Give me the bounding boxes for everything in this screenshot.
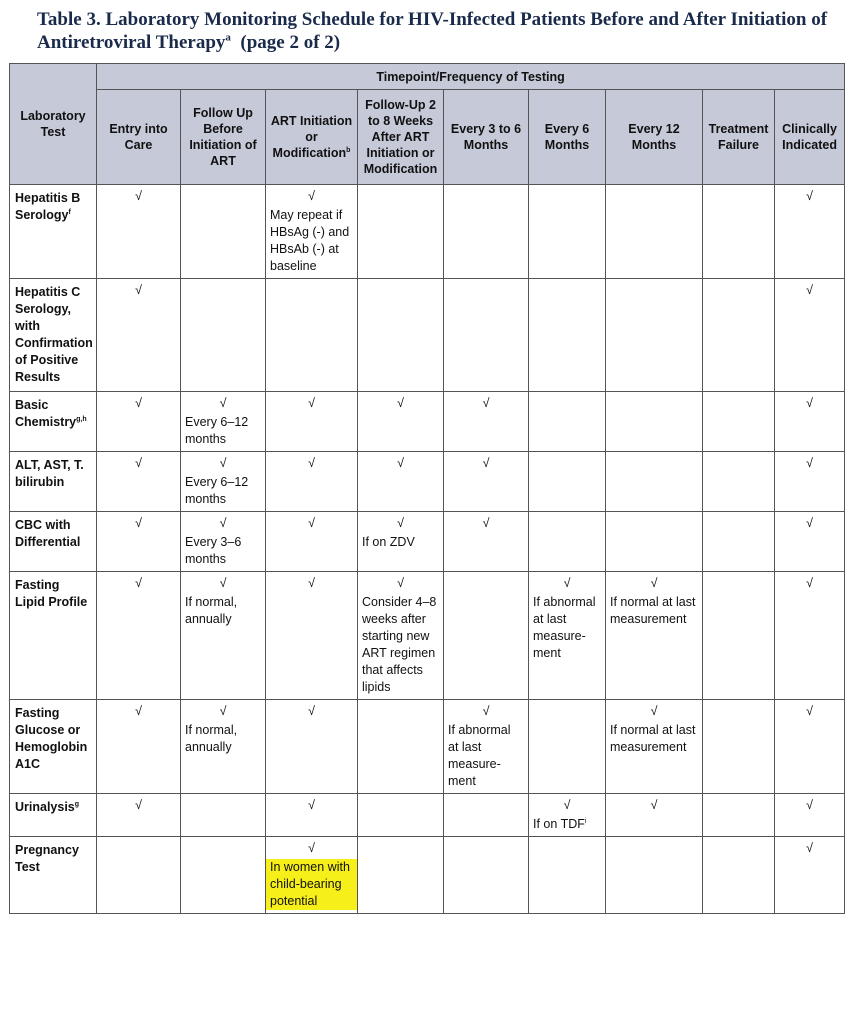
check-mark: √ — [308, 841, 315, 855]
schedule-cell — [181, 700, 266, 794]
schedule-cell — [266, 185, 358, 279]
check-mark: √ — [308, 456, 315, 470]
check-mark: √ — [135, 798, 142, 812]
schedule-cell — [529, 572, 606, 700]
lab-test-footnote-mark: g,h — [76, 415, 87, 423]
table-row — [10, 700, 845, 794]
schedule-cell — [606, 279, 703, 392]
cell-note-text: In women with child-bearing potential — [270, 860, 350, 908]
check-mark: √ — [806, 189, 813, 203]
schedule-cell — [606, 452, 703, 512]
schedule-cell — [529, 452, 606, 512]
schedule-cell — [444, 392, 529, 452]
schedule-cell — [444, 794, 529, 837]
check-mark: √ — [397, 516, 404, 530]
cell-note — [185, 534, 261, 568]
table-row — [10, 837, 845, 914]
lab-test-footnote-mark: g — [74, 800, 80, 808]
schedule-cell — [606, 837, 703, 914]
check-mark: √ — [219, 704, 227, 718]
table-body — [10, 185, 845, 914]
lab-test-label: Fasting Glucose or Hemoglobin A1C — [15, 706, 88, 771]
schedule-cell — [181, 572, 266, 700]
schedule-cell — [775, 185, 845, 279]
schedule-cell — [529, 279, 606, 392]
lab-test-footnote-mark: f — [68, 208, 71, 216]
check-mark: √ — [806, 456, 813, 470]
schedule-cell — [775, 392, 845, 452]
header-column-label: ART Initiation or Modification — [270, 114, 353, 160]
check-mark: √ — [135, 516, 142, 530]
check-mark: √ — [219, 516, 227, 530]
schedule-cell — [266, 837, 358, 914]
header-column — [606, 90, 703, 185]
schedule-cell — [97, 700, 181, 794]
lab-test-name — [10, 572, 97, 700]
cell-note-text: Every 6–12 months — [185, 475, 249, 506]
header-column — [181, 90, 266, 185]
schedule-cell — [529, 185, 606, 279]
header-column-label: Follow Up Before Initiation of ART — [189, 106, 257, 168]
check-mark: √ — [135, 456, 142, 470]
schedule-cell — [775, 512, 845, 572]
schedule-cell — [606, 512, 703, 572]
schedule-cell — [703, 512, 775, 572]
lab-test-label: CBC with Differential — [15, 518, 81, 549]
check-mark: √ — [308, 704, 315, 718]
check-mark: √ — [219, 396, 227, 410]
cell-note-text: Consider 4–8 weeks after starting new ART regimen that affects lipids — [362, 595, 437, 694]
schedule-cell — [775, 700, 845, 794]
schedule-cell — [181, 512, 266, 572]
lab-test-label: Fasting Lipid Profile — [15, 578, 88, 609]
header-laboratory-test: Laboratory Test — [10, 64, 97, 185]
header-column — [444, 90, 529, 185]
schedule-cell — [266, 392, 358, 452]
check-mark: √ — [308, 396, 315, 410]
note-footnote-mark: i — [584, 817, 587, 825]
header-column — [775, 90, 845, 185]
check-mark: √ — [806, 798, 813, 812]
schedule-cell — [444, 837, 529, 914]
check-mark: √ — [563, 798, 571, 812]
table-row — [10, 185, 845, 279]
check-mark: √ — [806, 576, 813, 590]
title-page-indicator: (page 2 of 2) — [240, 32, 341, 53]
cell-note — [533, 594, 601, 662]
schedule-cell — [358, 794, 444, 837]
schedule-cell — [529, 392, 606, 452]
check-mark: √ — [135, 189, 142, 203]
schedule-cell — [444, 452, 529, 512]
schedule-cell — [444, 279, 529, 392]
cell-note-text: If abnormal at last measure- ment — [533, 595, 596, 660]
check-mark: √ — [308, 576, 315, 590]
schedule-cell — [444, 185, 529, 279]
check-mark: √ — [308, 189, 315, 203]
cell-note — [185, 722, 261, 756]
table-row — [10, 794, 845, 837]
table-row — [10, 392, 845, 452]
header-column — [529, 90, 606, 185]
check-mark: √ — [650, 576, 658, 590]
check-mark: √ — [135, 576, 142, 590]
schedule-cell — [703, 794, 775, 837]
schedule-cell — [703, 279, 775, 392]
check-mark: √ — [482, 704, 490, 718]
cell-note — [362, 534, 439, 551]
schedule-cell — [529, 700, 606, 794]
schedule-cell — [606, 700, 703, 794]
check-mark: √ — [806, 516, 813, 530]
header-footnote-mark: b — [346, 146, 351, 154]
lab-test-name — [10, 185, 97, 279]
schedule-cell — [181, 452, 266, 512]
cell-note — [610, 594, 698, 628]
check-mark: √ — [219, 576, 227, 590]
header-column — [358, 90, 444, 185]
schedule-cell — [97, 185, 181, 279]
schedule-cell — [703, 837, 775, 914]
cell-note — [185, 414, 261, 448]
schedule-cell — [444, 700, 529, 794]
lab-test-name — [10, 279, 97, 392]
check-mark: √ — [563, 576, 571, 590]
cell-note — [270, 207, 353, 275]
schedule-cell — [358, 512, 444, 572]
header-column-label: Clinically Indicated — [782, 122, 837, 152]
lab-test-name — [10, 452, 97, 512]
schedule-cell — [97, 794, 181, 837]
table-row — [10, 279, 845, 392]
header-column — [703, 90, 775, 185]
check-mark: √ — [219, 456, 227, 470]
highlighted-note — [266, 859, 357, 910]
cell-note-text: May repeat if HBsAg (-) and HBsAb (-) at baseline — [270, 208, 350, 273]
cell-note-text: If abnormal at last measure- ment — [448, 723, 511, 788]
lab-test-label: Pregnancy Test — [15, 843, 79, 874]
schedule-cell — [181, 279, 266, 392]
cell-note-text: If normal at last measurement — [610, 595, 696, 626]
schedule-cell — [703, 572, 775, 700]
schedule-cell — [775, 452, 845, 512]
cell-note — [448, 722, 524, 790]
header-column — [97, 90, 181, 185]
cell-note-text: If normal at last measurement — [610, 723, 696, 754]
check-mark: √ — [308, 798, 315, 812]
schedule-cell — [97, 512, 181, 572]
schedule-cell — [606, 392, 703, 452]
lab-test-label: ALT, AST, T. bilirubin — [15, 458, 84, 489]
schedule-cell — [775, 837, 845, 914]
schedule-cell — [703, 185, 775, 279]
check-mark: √ — [806, 283, 813, 297]
schedule-cell — [703, 452, 775, 512]
schedule-cell — [703, 700, 775, 794]
check-mark: √ — [308, 516, 315, 530]
check-mark: √ — [135, 704, 142, 718]
schedule-cell — [358, 837, 444, 914]
check-mark: √ — [135, 283, 142, 297]
header-column-label: Every 6 Months — [544, 122, 590, 152]
lab-test-label: Hepatitis C Serology, with Confirmation of Positive Results — [15, 285, 93, 384]
check-mark: √ — [806, 704, 813, 718]
check-mark: √ — [135, 396, 142, 410]
schedule-cell — [358, 392, 444, 452]
title-footnote-mark: a — [225, 31, 231, 44]
schedule-cell — [529, 512, 606, 572]
cell-note-text: If on TDF — [533, 817, 585, 831]
table-title — [37, 8, 837, 54]
cell-note-text: If on ZDV — [362, 535, 415, 549]
schedule-cell — [266, 279, 358, 392]
schedule-cell — [97, 452, 181, 512]
schedule-cell — [266, 572, 358, 700]
check-mark: √ — [397, 456, 404, 470]
lab-monitoring-table — [9, 63, 845, 914]
schedule-cell — [529, 794, 606, 837]
header-column — [266, 90, 358, 185]
cell-note — [533, 816, 601, 833]
cell-note — [610, 722, 698, 756]
cell-note — [185, 594, 261, 628]
check-mark: √ — [806, 841, 813, 855]
lab-test-name — [10, 837, 97, 914]
cell-note-text: If normal, annually — [185, 595, 238, 626]
schedule-cell — [703, 392, 775, 452]
schedule-cell — [606, 794, 703, 837]
schedule-cell — [606, 572, 703, 700]
table-row — [10, 512, 845, 572]
check-mark: √ — [482, 456, 490, 470]
check-mark: √ — [482, 396, 490, 410]
header-timepoint-group: Timepoint/Frequency of Testing — [97, 64, 845, 90]
lab-test-name — [10, 700, 97, 794]
cell-note-text: Every 3–6 months — [185, 535, 242, 566]
check-mark: √ — [397, 576, 404, 590]
lab-test-label: Urinalysis — [15, 800, 75, 814]
schedule-cell — [529, 837, 606, 914]
header-column-label: Treatment Failure — [708, 122, 769, 152]
schedule-cell — [266, 512, 358, 572]
schedule-cell — [97, 572, 181, 700]
lab-test-name — [10, 392, 97, 452]
schedule-cell — [358, 572, 444, 700]
cell-note-text: If normal, annually — [185, 723, 238, 754]
schedule-cell — [266, 452, 358, 512]
schedule-cell — [775, 279, 845, 392]
schedule-cell — [97, 279, 181, 392]
header-column-label: Entry into Care — [109, 122, 168, 152]
cell-note — [362, 594, 439, 696]
schedule-cell — [444, 512, 529, 572]
schedule-cell — [775, 794, 845, 837]
schedule-cell — [97, 837, 181, 914]
table-row — [10, 572, 845, 700]
check-mark: √ — [650, 704, 658, 718]
check-mark: √ — [397, 396, 404, 410]
schedule-cell — [266, 700, 358, 794]
table-row — [10, 452, 845, 512]
check-mark: √ — [650, 798, 658, 812]
header-column-label: Every 12 Months — [628, 122, 680, 152]
cell-note-text: Every 6–12 months — [185, 415, 249, 446]
schedule-cell — [358, 185, 444, 279]
title-text: Table 3. Laboratory Monitoring Schedule for HIV-Infected Patients Before and After Initiation of Antiretroviral Therapy — [37, 9, 828, 53]
schedule-cell — [358, 700, 444, 794]
schedule-cell — [775, 572, 845, 700]
schedule-cell — [181, 185, 266, 279]
schedule-cell — [181, 392, 266, 452]
schedule-cell — [181, 837, 266, 914]
lab-test-name — [10, 512, 97, 572]
lab-test-label: Hepatitis B Serology — [15, 191, 81, 222]
table-header — [10, 64, 845, 185]
schedule-cell — [606, 185, 703, 279]
cell-note — [185, 474, 261, 508]
check-mark: √ — [482, 516, 490, 530]
lab-test-name — [10, 794, 97, 837]
schedule-cell — [181, 794, 266, 837]
header-column-label: Every 3 to 6 Months — [450, 122, 522, 152]
lab-test-label: Basic Chemistry — [15, 398, 77, 429]
schedule-cell — [444, 572, 529, 700]
check-mark: √ — [806, 396, 813, 410]
header-column-label: Follow-Up 2 to 8 Weeks After ART Initiation or Modification — [363, 98, 438, 176]
schedule-cell — [358, 452, 444, 512]
schedule-cell — [266, 794, 358, 837]
schedule-cell — [97, 392, 181, 452]
schedule-cell — [358, 279, 444, 392]
